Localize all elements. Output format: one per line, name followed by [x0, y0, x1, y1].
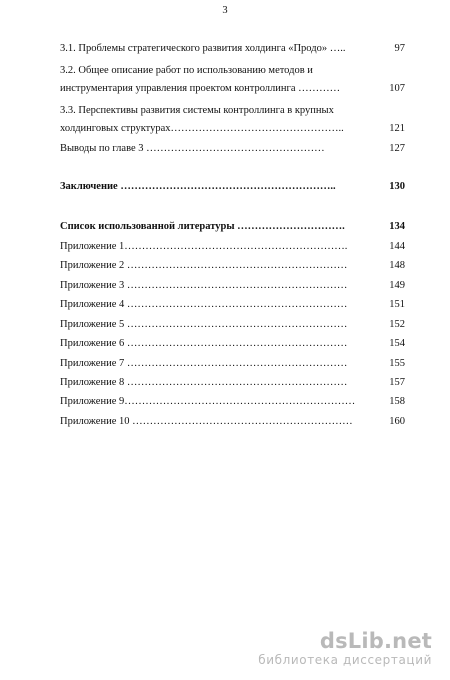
- site-watermark: [258, 629, 432, 668]
- toc-entry-text: Приложение 6 ………………………………………………………: [60, 338, 348, 349]
- toc-entry-page: 149: [389, 280, 405, 291]
- watermark-tagline: библиотека диссертаций: [258, 653, 432, 667]
- toc-entry-appendix-3: [60, 279, 405, 293]
- toc-entry-text: Приложение 8 ………………………………………………………: [60, 377, 348, 388]
- toc-entry-text: Заключение ……………………………………………………..: [60, 181, 336, 192]
- toc-entry-page: 158: [389, 396, 405, 407]
- toc-entry-appendix-7: [60, 357, 405, 371]
- toc-entry-text: 3.2. Общее описание работ по использованию методов и: [60, 65, 313, 76]
- toc-entry-text: Приложение 5 ………………………………………………………: [60, 319, 348, 330]
- toc-entry-page: 121: [389, 123, 405, 134]
- toc-entry-page: 155: [389, 358, 405, 369]
- toc-entry-text: Приложение 10 ………………………………………………………: [60, 416, 353, 427]
- toc-entry-page: 151: [389, 299, 405, 310]
- toc-entry-3-2-continued: [60, 82, 405, 96]
- toc-entry-text: Приложение 7 ………………………………………………………: [60, 358, 348, 369]
- toc-entry-text: Приложение 4 ………………………………………………………: [60, 299, 348, 310]
- toc-entry-appendix-9: [60, 395, 405, 409]
- toc-entry-page: 127: [389, 143, 405, 154]
- toc-entry-text: Приложение 1……………………………………………………….: [60, 241, 348, 252]
- toc-entry-text: Приложение 3 ………………………………………………………: [60, 280, 348, 291]
- watermark-brand: dsLib.net: [319, 629, 432, 653]
- toc-entry-appendix-10: [60, 415, 405, 429]
- toc-entry-3-3: [60, 104, 405, 118]
- toc-entry-page: 157: [389, 377, 405, 388]
- toc-entry-3-2: [60, 64, 405, 78]
- toc-entry-text: 3.1. Проблемы стратегического развития холдинга «Продо» …..: [60, 43, 346, 54]
- toc-entry-appendix-2: [60, 259, 405, 273]
- toc-entry-text: Приложение 9…………………………………………………………: [60, 396, 356, 407]
- toc-entry-page: 134: [389, 221, 405, 232]
- toc-entry-bibliography: [60, 220, 405, 234]
- toc-entry-text: Список использованной литературы ………………………….: [60, 221, 345, 232]
- toc-entry-chapter-3-conclusions: [60, 142, 405, 156]
- toc-entry-page: 130: [389, 181, 405, 192]
- toc-entry-text: Выводы по главе 3 ……………………………………………: [60, 143, 325, 154]
- toc-entry-text: холдинговых структурах…………………………………………..: [60, 123, 344, 134]
- toc-entry-appendix-8: [60, 376, 405, 390]
- toc-entry-3-3-continued: [60, 122, 405, 136]
- toc-entry-page: 148: [389, 260, 405, 271]
- toc-entry-page: 144: [389, 241, 405, 252]
- toc-entry-page: 97: [394, 43, 405, 54]
- toc-entry-page: 107: [389, 83, 405, 94]
- toc-entry-appendix-1: [60, 240, 405, 254]
- toc-entry-page: 160: [389, 416, 405, 427]
- toc-entry-3-1: [60, 42, 405, 56]
- page-number: 3: [222, 5, 228, 16]
- toc-entry-text: Приложение 2 ………………………………………………………: [60, 260, 348, 271]
- toc-entry-appendix-5: [60, 318, 405, 332]
- toc-entry-appendix-4: [60, 298, 405, 312]
- toc-entry-page: 152: [389, 319, 405, 330]
- toc-entry-text: 3.3. Перспективы развития системы контроллинга в крупных: [60, 105, 334, 116]
- toc-entry-appendix-6: [60, 337, 405, 351]
- toc-entry-page: 154: [389, 338, 405, 349]
- toc-entry-text: инструментария управления проектом контроллинга …………: [60, 83, 341, 94]
- toc-entry-conclusion: [60, 180, 405, 194]
